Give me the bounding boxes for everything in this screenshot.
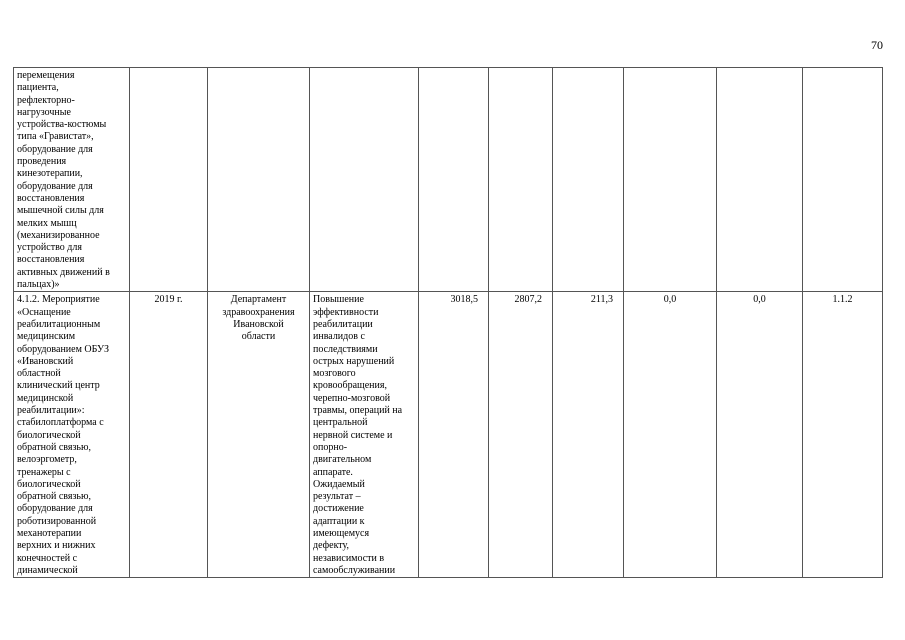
value-cell [624,68,717,292]
reference-cell: 1.1.2 [803,292,883,578]
executor-cell [208,68,310,292]
year-cell [130,68,208,292]
value-cell: 0,0 [717,292,803,578]
executor-cell: Департамент здравоохранения Ивановской области [208,292,310,578]
value-cell [717,68,803,292]
measure-cell: перемещения пациента, рефлекторно- нагрузочные устройства-костюмы типа «Гравистат», оборудование для проведения кинезотерапии, оборудование для восстановления мышечной силы для мелких мышц (механизированное устройство для восстановления активных движений в пальцах)» [14,68,130,292]
measure-cell: 4.1.2. Мероприятие «Оснащение реабилитационным медицинским оборудованием ОБУЗ «Ивановский областной клинический центр медицинской реабилитации»: стабилоплатформа с биологической обратной связью, велоэргометр, тренажеры с биологической обратной связью, оборудование для роботизированной механотерапии верхних и нижних конечностей с динамической [14,292,130,578]
result-cell: Повышение эффективности реабилитации инвалидов с последствиями острых нарушений мозгового кровообращения, черепно-мозговой травмы, операций на центральной нервной системе и опорно- двигательном аппарате. Ожидаемый результат – достижение адаптации к имеющемуся дефекту, независимости в самообслуживании [310,292,419,578]
reference-cell [803,68,883,292]
value-cell [419,68,489,292]
program-table [13,67,883,578]
value-cell: 211,3 [553,292,624,578]
table-row [14,292,883,578]
value-cell: 2807,2 [489,292,553,578]
value-cell: 3018,5 [419,292,489,578]
value-cell [489,68,553,292]
value-cell: 0,0 [624,292,717,578]
page-number: 70 [871,38,883,52]
result-cell [310,68,419,292]
value-cell [553,68,624,292]
year-cell: 2019 г. [130,292,208,578]
table-row [14,68,883,292]
